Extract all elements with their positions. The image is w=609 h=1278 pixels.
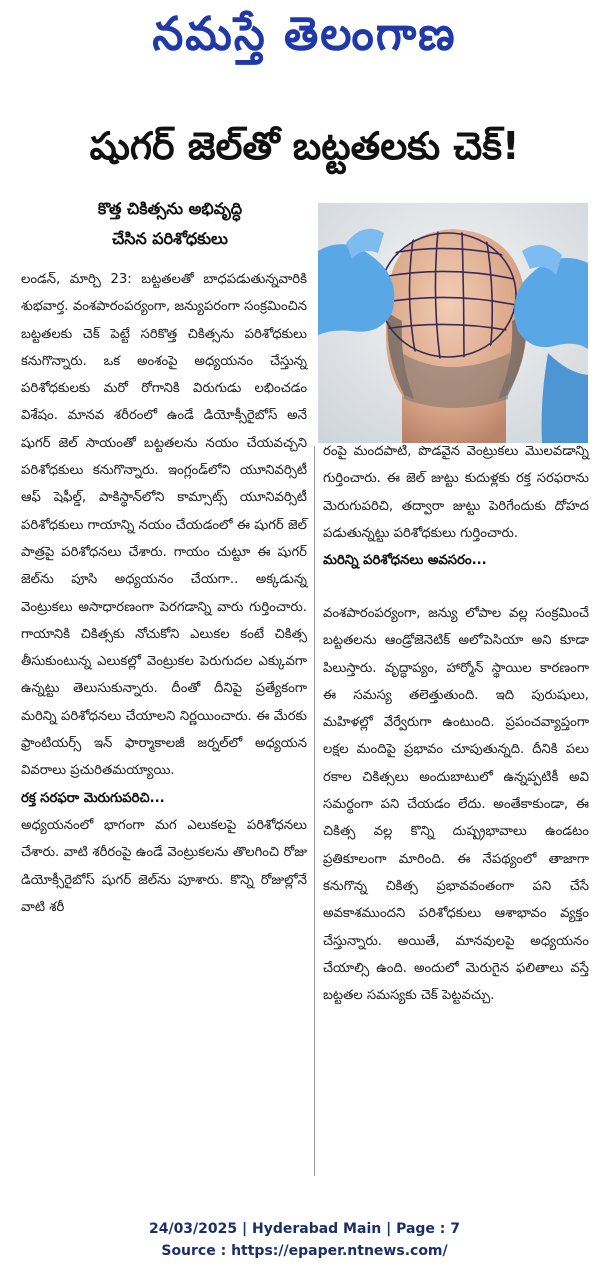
footer-date-edition: 24/03/2025 | Hyderabad Main | Page : 7 <box>148 1221 461 1237</box>
article-final-text: వంశపారంపర్యంగా, జన్యు లోపాల వల్ల సంక్రమించే బట్టతలను ఆండ్రోజెనెటిక్ అలోపెసియా అని కూడా పిలుస్తారు. వృద్ధాప్యం, హార్మోన్ స్థాయిల కారణంగా ఈ సమస్య తలెత్తుతుంది. ఇది పురుషులు, మహిళల్లో వేర్వేరుగా ఉంటుంది. ప్రపంచవ్యాప్తంగా లక్షల మందిపై ప్రభావం చూపుతున్నది. దీనికి పలు రకాల చికిత్సలు అందుబాటులో ఉన్నప్పటికీ అవి సమర్థంగా పని చేయడం లేదు. అంతేకాకుండా, ఈ చికిత్స వల్ల కొన్ని దుష్ప్రభావాలు ఉండటం ప్రతికూలంగా మారింది. ఈ నేపథ్యంలో తాజాగా కనుగొన్న చికిత్స ప్రభావవంతంగా పని చేసే అవకాశముందని పరిశోధకులు ఆశాభావం వ్యక్తం చేస్తున్నారు. అయితే, మానవులపై అధ్యయనం చేయాల్సి ఉంది. అందులో మెరుగైన ఫలితాలు వస్తే బట్టతల సమస్యకు చెక్ పెట్టవచ్చు. <box>323 606 589 1004</box>
masthead-title: నమస్తే తెలంగాణ <box>152 7 457 62</box>
subheadline-line-2: చేసిన పరిశోధకులు <box>112 229 228 248</box>
subheading-blood-supply: రక్త సరఫరా మెరుగుపరిచి... <box>21 790 165 806</box>
article-column-left <box>21 266 307 1176</box>
newspaper-masthead <box>0 4 609 66</box>
article-column-right-bottom <box>323 600 589 1009</box>
article-column-right-top <box>323 438 589 574</box>
page-footer <box>0 1218 609 1262</box>
article-headline: షుగర్ జెల్‌తో బట్టతలకు చెక్! <box>89 124 520 168</box>
column-divider <box>314 446 315 1176</box>
footer-source: Source : https://epaper.ntnews.com/ <box>161 1243 448 1259</box>
article-continued-text: రంపై మందపాటి, పొడవైన వెంట్రుకలు మొలవడాన్ని గుర్తించారు. ఈ జెల్ జుట్టు కుదుళ్లకు రక్త సరఫరాను మెరుగుపరిచి, తద్వారా జుట్టు పెరిగేందుకు దోహద పడుతున్నట్టు పరిశోధకులు గుర్తించారు. <box>323 444 589 541</box>
article-intro-text: లండన్, మార్చి 23: బట్టతలతో బాధపడుతున్నవారికి శుభవార్త. వంశపారంపర్యంగా, జన్యుపరంగా సంక్రమించిన బట్టతలకు చెక్ పెట్టే సరికొత్త చికిత్సను పరిశోధకులు కనుగొన్నారు. ఒక అంశంపై అధ్యయనం చేస్తున్న పరిశోధకులకు మరో రోగానికి విరుగుడు లభించడం విశేషం. మానవ శరీరంలో ఉండే డియోక్సీరైబోస్ అనే షుగర్ జెల్ సాయంతో బట్టతలను నయం చేయవచ్చని పరిశోధకులు కనుగొన్నారు. ఇంగ్లండ్‌లోని యూనివర్సిటీ ఆఫ్ షెఫీల్డ్, పాకిస్థాన్‌లోని కామ్సాట్స్ యూనివర్సిటీ పరిశోధకులు గాయాన్ని నయం చేయడంలో ఈ షుగర్ జెల్ పాత్రపై పరిశోధనలు చేశారు. గాయం చుట్టూ ఈ షుగర్ జెల్‌ను పూసి అధ్యయనం చేయగా.. అక్కడున్న వెంట్రుకలు అసాధారణంగా పెరగడాన్ని వారు గుర్తించారు. గాయానికి చికిత్సకు నోచుకోని ఎలుకల కంటే చికిత్స తీసుకుంటున్న ఎలుకల్లో వెంట్రుకల పెరుగుదల ఎక్కువగా ఉన్నట్టు తెలుసుకున్నారు. దీంతో దీనిపై ప్రత్యేకంగా మరిన్ని పరిశోధనలు చేయాలని నిర్ణయించారు. ఈ మేరకు ఫ్రాంటియర్స్ ఇన్ ఫార్మాకాలజీ జర్నల్‌లో అధ్యయన వివరాలు ప్రచురితమయ్యాయి. <box>21 272 307 779</box>
bald-scalp-grid-photo <box>318 203 588 443</box>
subheading-more-research: మరిన్ని పరిశోధనలు అవసరం... <box>323 553 487 569</box>
article-section-text: అధ్యయనంలో భాగంగా మగ ఎలుకలపై పరిశోధనలు చేశారు. వాటి శరీరంపై ఉండే వెంట్రుకలను తొలగించి రోజు డియోక్సీరైబోస్ షుగర్ జెల్‌ను పూశారు. కొన్ని రోజుల్లోనే వాటి శరీ <box>21 817 307 915</box>
article-subheadline <box>20 194 320 254</box>
subheadline-line-1: కొత్త చికిత్సను అభివృద్ధి <box>97 199 243 218</box>
scalp-photo-icon <box>318 203 588 443</box>
